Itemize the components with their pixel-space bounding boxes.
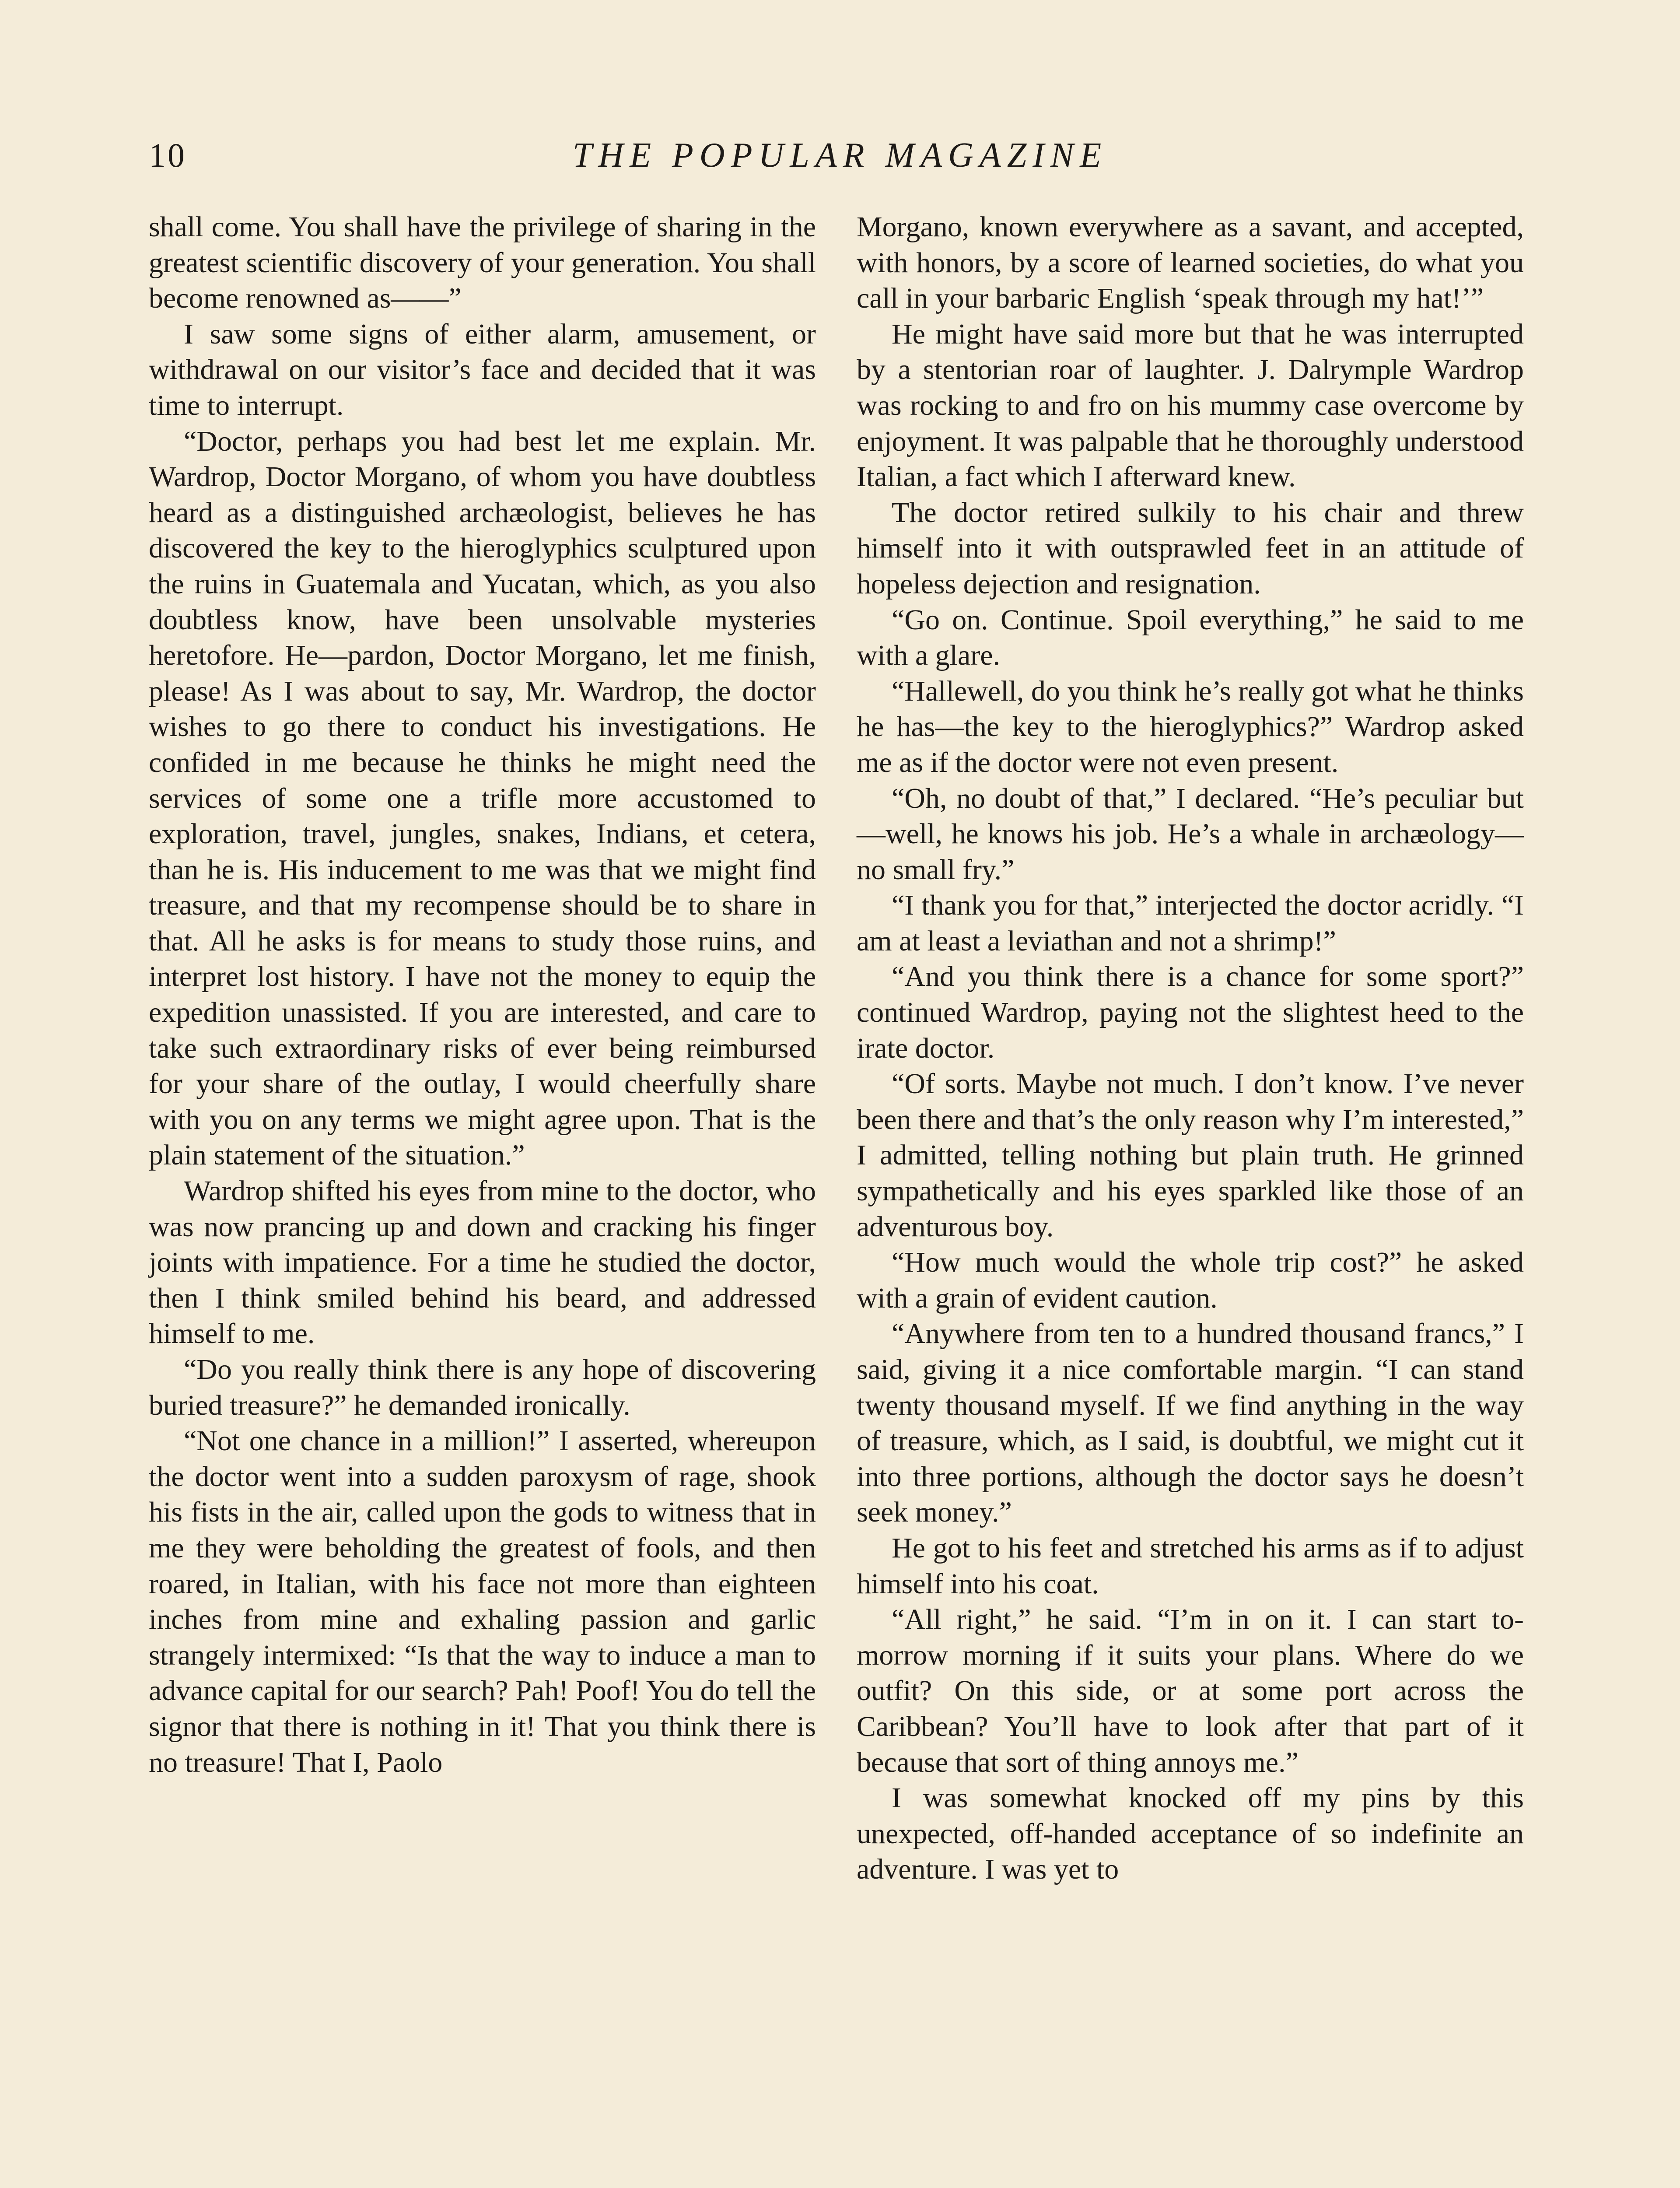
paragraph: I was somewhat knocked off my pins by this unexpected, off-handed acceptance of so indefinite an adventure. I was yet to: [857, 1782, 1524, 1886]
paragraph: “And you think there is a chance for some sport?” continued Wardrop, paying not the slightest heed to the irate doctor.: [857, 961, 1524, 1064]
page-number: 10: [149, 136, 186, 174]
paragraph: He got to his feet and stretched his arms as if to adjust himself into his coat.: [857, 1532, 1524, 1600]
paragraph: “Oh, no doubt of that,” I declared. “He’s peculiar but—well, he knows his job. He’s a whale in archæology—no small fry.”: [857, 782, 1524, 886]
paragraph: “Doctor, perhaps you had best let me explain. Mr. Wardrop, Doctor Morgano, of whom you have doubtless heard as a distinguished archæologist, believes he has discovered the key to the hieroglyphics sculptured upon the ruins in Guatemala and Yucatan, which, as you also doubtless know, have been unsolvable mysteries heretofore. He—pardon, Doctor Morgano, let me finish, please! As I was about to say, Mr. Wardrop, the doctor wishes to go there to conduct his investigations. He confided in me because he thinks he might need the services of some one a trifle more accustomed to exploration, travel, jungles, snakes, Indians, et cetera, than he is. His inducement to me was that we might find treasure, and that my recompense should be to share in that. All he asks is for means to study those ruins, and interpret lost history. I have not the money to equip the expedition unassisted. If you are interested, and care to take such extraordinary risks of ever being reimbursed for your share of the outlay, I would cheerfully share with you on any terms we might agree upon. That is the plain statement of the situation.”: [149, 425, 816, 1171]
paragraph: He might have said more but that he was interrupted by a stentorian roar of laughter. J. Dalrymple Wardrop was rocking to and fro on his mummy case overcome by enjoyment. It was palpable that he thoroughly understood Italian, a fact which I afterward knew.: [857, 318, 1524, 493]
paragraph: “How much would the whole trip cost?” he asked with a grain of evident caution.: [857, 1246, 1524, 1314]
paragraph: “Not one chance in a million!” I asserted, whereupon the doctor went into a sudden paroxysm of rage, shook his fists in the air, called upon the gods to witness that in me they were beholding the greatest of fools, and then roared, in Italian, with his face not more than eighteen inches from mine and exhaling passion and garlic strangely intermixed: “Is that the way to induce a man to advance capital for our search? Pah! Poof! You do tell the signor that there is nothing in it! That you think there is no treasure! That I, Paolo: [149, 1425, 816, 1778]
paragraph: “Go on. Continue. Spoil everything,” he said to me with a glare.: [857, 603, 1524, 672]
paragraph: Wardrop shifted his eyes from mine to the doctor, who was now prancing up and down and cracking his finger joints with impatience. For a time he studied the doctor, then I think smiled behind his beard, and addressed himself to me.: [149, 1175, 816, 1350]
paragraph: “Of sorts. Maybe not much. I don’t know. I’ve never been there and that’s the only reason why I’m interested,” I admitted, telling nothing but plain truth. He grinned sympathetically and his eyes sparkled like those of an adventurous boy.: [857, 1068, 1524, 1243]
paragraph: “Do you really think there is any hope of discovering buried treasure?” he demanded ironically.: [149, 1353, 816, 1421]
paragraph: The doctor retired sulkily to his chair and threw himself into it with outsprawled feet in an attitude of hopeless dejection and resignation.: [857, 496, 1524, 600]
paragraph: “Anywhere from ten to a hundred thousand francs,” I said, giving it a nice comfortable margin. “I can stand twenty thousand myself. If we find anything in the way of treasure, which, as I said, is doubtful, we might cut it into three portions, although the doctor says he doesn’t seek money.”: [857, 1318, 1524, 1529]
paragraph: Morgano, known everywhere as a savant, and accepted, with honors, by a score of learned societies, do what you call in your barbaric English ‘speak through my hat!’”: [857, 211, 1524, 315]
paragraph: “I thank you for that,” interjected the doctor acridly. “I am at least a leviathan and not a shrimp!”: [857, 889, 1524, 957]
paragraph: I saw some signs of either alarm, amusement, or withdrawal on our visitor’s face and decided that it was time to interrupt.: [149, 318, 816, 421]
page-header: [149, 131, 1531, 184]
paragraph: “All right,” he said. “I’m in on it. I can start to-morrow morning if it suits your plans. Where do we outfit? On this side, or at some port across the Caribbean? You’ll have to look after that part of it because that sort of thing annoys me.”: [857, 1603, 1524, 1778]
paragraph: “Hallewell, do you think he’s really got what he thinks he has—the key to the hieroglyphics?” Wardrop asked me as if the doctor were not even present.: [857, 675, 1524, 778]
running-head: THE POPULAR MAGAZINE: [572, 136, 1108, 175]
paragraph: shall come. You shall have the privilege of sharing in the greatest scientific discovery of your generation. You shall become renowned as——”: [149, 211, 816, 315]
left-column: [149, 209, 816, 1780]
right-column: [857, 209, 1524, 1887]
